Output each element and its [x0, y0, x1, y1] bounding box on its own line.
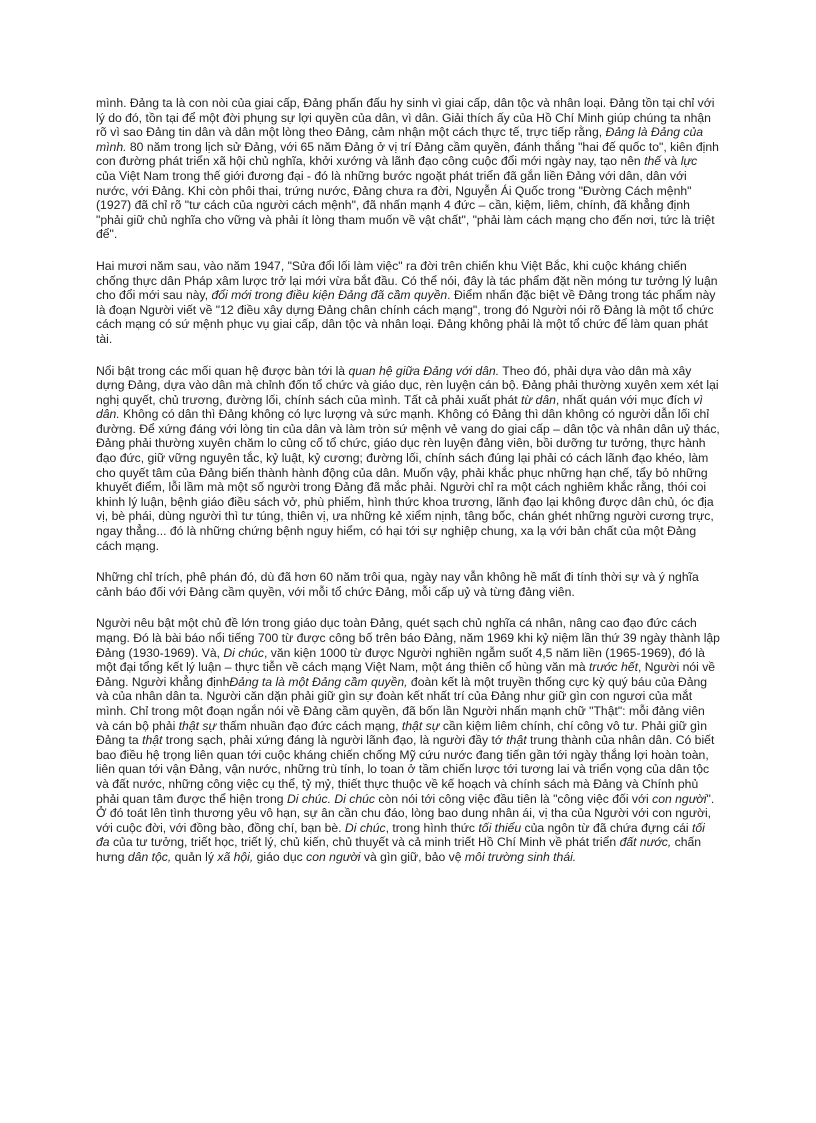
- italic-text: thật sự: [178, 718, 217, 733]
- italic-text: Di chúc: [344, 820, 386, 835]
- body-text: Nổi bật trong các mối quan hệ được bàn tới là: [96, 363, 349, 378]
- body-text: cần kiệm liêm chính, chí công vô tư. Phải giữ gìn Đảng ta: [96, 718, 708, 748]
- body-text: còn nói tới công việc đầu tiên là "công việc đối với: [375, 791, 653, 806]
- italic-text: con người: [652, 791, 707, 806]
- body-text: đoàn kết là một truyền thống cực kỳ quý báu của Đảng và của nhân dân ta. Người căn dặn phải giữ gìn sự đoàn kết nhất trí của Đảng như giữ gìn con ngươi của mắt mình. Chỉ trong một đoạn ngắn nói về Đảng cầm quyền, đã bốn lần Người nhấn mạnh chữ "Thật": mỗi đảng viên và cán bộ phải: [96, 674, 708, 733]
- body-text: . Điểm nhấn đặc biệt về Đảng trong tác phẩm này là đoạn Người viết về "12 điều xây dựng Đảng chân chính cách mạng", trong đó Người nói rõ Đảng là một tổ chức cách mạng có sứ mệnh phục vụ giai cấp, dân tộc và nhân loại. Đảng không phải là một tổ chức để làm quan phát tài.: [96, 288, 716, 346]
- italic-text: tối đa: [96, 820, 705, 850]
- italic-text: dân tộc,: [127, 849, 172, 864]
- italic-text: Di chúc: [223, 645, 265, 660]
- italic-text: đất nước,: [619, 835, 672, 850]
- paragraph-4: [96, 570, 720, 599]
- italic-text: tối thiểu: [478, 820, 522, 835]
- body-text: , văn kiện 1000 từ được Người nghiền ngẫm suốt 4,5 năm liền (1965-1969), đó là một đại tổng kết lý luận – thực tiễn về cách mạng Việt Nam, một áng thiên cổ hùng văn mà: [96, 645, 705, 675]
- document-body: [96, 96, 720, 865]
- body-text: Những chỉ trích, phê phán đó, dù đã hơn 60 năm trôi qua, ngày nay vẫn không hề mất đi tính thời sự và ý nghĩa cảnh báo đối với Đảng cầm quyền, với mỗi tổ chức Đảng, mỗi cấp uỷ và từng đảng viên.: [96, 570, 699, 599]
- body-text: Theo đó, phải dựa vào dân mà xây dựng Đảng, dựa vào dân mà chỉnh đốn tổ chức và giáo dục, rèn luyện cán bộ. Đảng phải thường xuyên xem xét lại nghị quyết, chủ trương, đường lối, chính sách của mình. Tất cả phải xuất phát: [96, 363, 719, 407]
- italic-text: thật sự: [401, 718, 440, 733]
- body-text: của Việt Nam trong thế giới đương đại - đó là những bước ngoặt phát triển đã gắn liền Đảng với dân, dân với nước, với Đảng. Khi còn phôi thai, trứng nước, Đảng chưa ra đời, Nguyễn Ái Quốc trong "Đường Cách mệnh" (1927) đã chỉ rõ "tư cách của người cách mệnh", đã nhấn mạnh 4 đức – cần, kiệm, liêm, chính, đã khẳng định "phải giữ chủ nghĩa cho vững và phải ít lòng tham muốn về vật chất", "phải làm cách mạng cho đến nơi, tức là triệt để".: [96, 168, 715, 242]
- body-text: trong sạch, phải xứng đáng là người lãnh đạo, là người đầy tớ: [162, 733, 507, 748]
- body-text: và: [661, 154, 681, 169]
- body-text: , nhất quán với mục đích: [555, 392, 694, 407]
- body-text: , trong hình thức: [385, 820, 479, 835]
- body-text: giáo dục: [253, 849, 307, 864]
- italic-text: từ dân: [521, 392, 556, 407]
- body-text: chấn hưng: [96, 835, 702, 864]
- body-text: mình. Đảng ta là con nòi của giai cấp, Đảng phấn đấu hy sinh vì giai cấp, dân tộc và nhân loại. Đảng tồn tại chỉ với lý do đó, tồn tại để một đời phụng sự lợi quyền của dân, vì dân. Giải thích ấy của Hồ Chí Minh giúp chúng ta nhận rõ vì sao Đảng tin dân và dân một lòng theo Đảng, cảm nhận một cách thực tế, trực tiếp rằng,: [96, 96, 715, 140]
- italic-text: Di chúc. Di chúc: [286, 791, 376, 806]
- italic-text: thật: [142, 733, 163, 748]
- body-text: thấm nhuần đạo đức cách mạng,: [216, 718, 402, 733]
- body-text: 80 năm trong lịch sử Đảng, với 65 năm Đảng ở vị trí Đảng cầm quyền, đánh thắng "hai đế quốc to", kiên định con đường phát triển xã hội chủ nghĩa, khởi xướng và lãnh đạo công cuộc đổi mới ngày nay, tạo nên: [96, 139, 719, 169]
- paragraph-5: [96, 616, 720, 864]
- body-text: của ngôn từ đã chứa đựng cái: [521, 820, 692, 835]
- body-text: quản lý: [171, 849, 218, 864]
- body-text: Hai mươi năm sau, vào năm 1947, "Sửa đổi lối làm việc" ra đời trên chiến khu Việt Bắc, khi cuộc kháng chiến chống thực dân Pháp xâm lược trở lại mới vừa bắt đầu. Có thể nói, đây là tác phẩm đặt nền móng tư tưởng lý luận cho đổi mới sau này,: [96, 258, 718, 303]
- body-text: của tư tưởng, triết học, triết lý, chủ kiến, chủ thuyết và cả minh triết Hồ Chí Minh về phát triển: [109, 835, 620, 850]
- italic-text: vì dân.: [96, 392, 703, 422]
- body-text: Người nêu bật một chủ đề lớn trong giáo dục toàn Đảng, quét sạch chủ nghĩa cá nhân, nâng cao đạo đức cách mạng. Đó là bài báo nổi tiếng 700 từ được công bố trên báo Đảng, năm 1969 khi kỷ niệm lần thứ 39 ngày thành lập Đảng (1930-1969). Và,: [96, 616, 720, 660]
- body-text: Không có dân thì Đảng không có lực lượng và sức mạnh. Không có Đảng thì dân không có người dẫn lối chỉ đường. Để xứng đáng với lòng tin của dân và làm tròn sứ mệnh vẻ vang do giai cấp – dân tộc và nhân dân uỷ thác, Đảng phải thường xuyên chăm lo củng cố tổ chức, giáo dục rèn luyện đảng viên, bồi dưỡng tư tưởng, thực hành đạo đức, giữ vững nguyên tắc, kỷ luật, kỷ cương; đường lối, chính sách đúng lại phải có cách lãnh đạo khéo, làm cho quyết tâm của Đảng biến thành hành động của dân. Muốn vậy, phải khắc phục những hạn chế, tẩy bỏ những khuyết điểm, lỗi lầm mà một số người trong Đảng đã mắc phải. Người chỉ ra một cách nghiêm khắc rằng, thói coi khinh lý luận, bệnh giáo điều sách vở, phù phiếm, hình thức khoa trương, lãnh đạo lại không được dân chủ, óc địa vị, bè phái, dùng người thì tư túng, thiên vị, ưa những kẻ xiểm nịnh, tâng bốc, chán ghét những người cương trực, ngay thẳng... đó là những chứng bệnh nguy hiểm, có hại tới sự nghiệp chung, xa lạ với bản chất của một Đảng cách mạng.: [96, 407, 720, 553]
- italic-text: Đảng ta là một Đảng cầm quyền,: [229, 674, 408, 689]
- italic-text: thật: [506, 733, 527, 748]
- body-text: ". Ở đó toát lên tình thương yêu vô hạn, sự ân cần chu đáo, lòng bao dung nhân ái, vị tha của Người với con người, với cuộc đời, với đồng bào, đồng chí, bạn bè.: [96, 791, 715, 835]
- italic-text: lực: [680, 154, 698, 169]
- body-text: và gìn giữ, bảo vệ: [360, 849, 465, 864]
- italic-text: đổi mới trong điều kiện Đảng đã cầm quyền: [211, 288, 448, 303]
- italic-text: môi trường sinh thái.: [464, 849, 577, 864]
- paragraph-1: [96, 96, 720, 242]
- paragraph-2: [96, 259, 720, 347]
- italic-text: thế: [644, 154, 662, 169]
- body-text: trung thành của nhân dân. Có biết bao điều hệ trọng liên quan tới cuộc kháng chiến chống Mỹ cứu nước đang tiến gần tới ngày thắng lợi hoàn toàn, liên quan tới vận Đảng, vận nước, những trù tính, lo toan ở tầm chiến lược tới tương lai và triển vọng của dân tộc và đất nước, những công việc cụ thể, tỷ mỷ, thiết thực thuộc về kế hoạch và chính sách mà Đảng và Chính phủ phải quan tâm được thể hiện trong: [96, 733, 715, 806]
- italic-text: con người: [306, 849, 361, 864]
- italic-text: xã hội,: [217, 849, 254, 864]
- italic-text: quan hệ giữa Đảng với dân.: [348, 363, 500, 378]
- paragraph-3: [96, 364, 720, 554]
- document-page: [96, 96, 720, 882]
- body-text: , Người nói về Đảng. Người khẳng định: [96, 660, 716, 689]
- italic-text: trước hết: [589, 660, 638, 675]
- italic-text: Đảng là Đảng của mình.: [96, 125, 704, 154]
